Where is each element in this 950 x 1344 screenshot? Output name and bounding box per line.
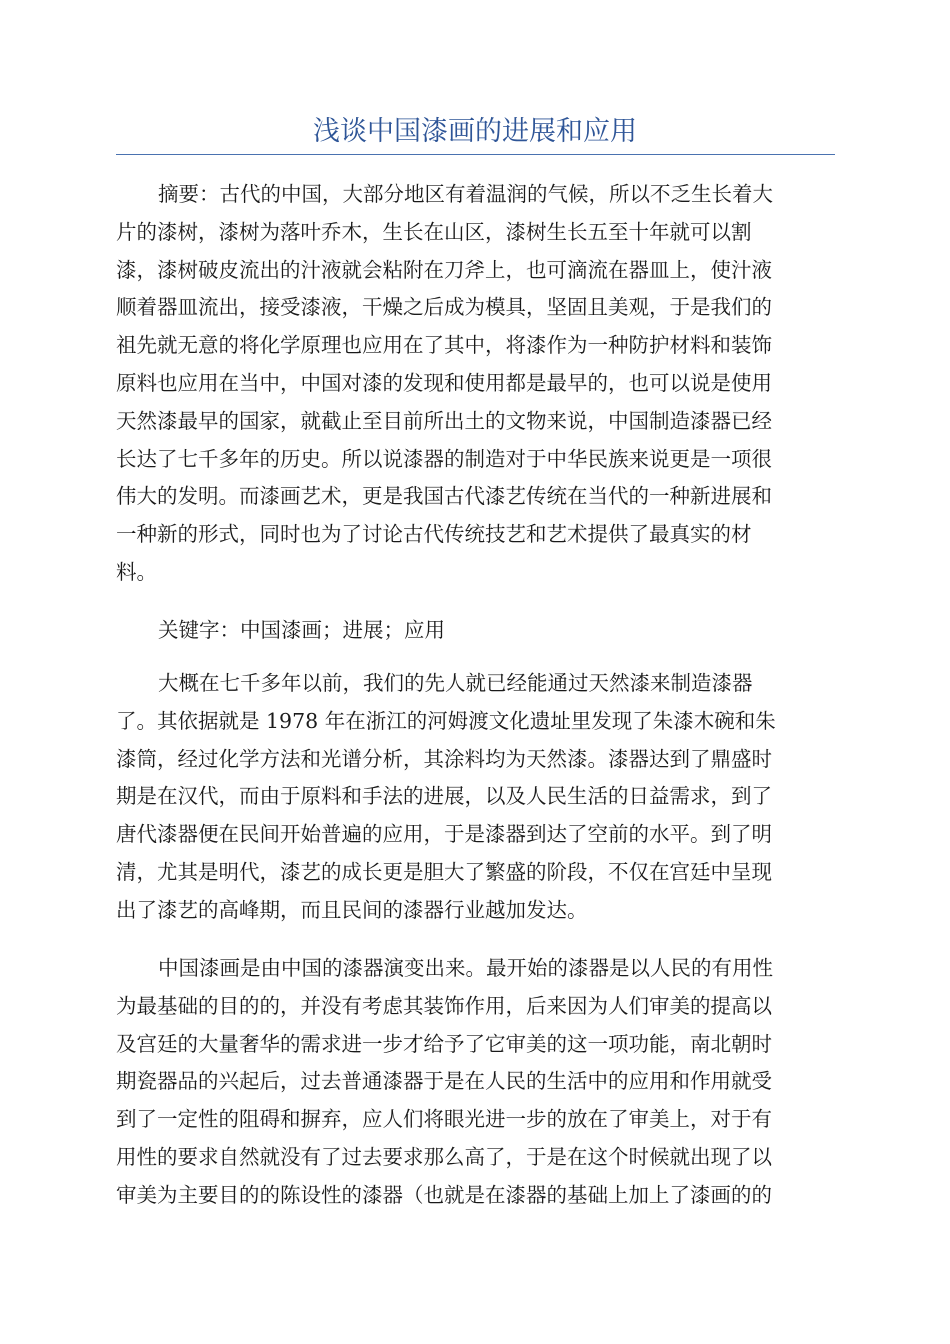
abstract-line: 片的漆树，漆树为落叶乔木，生长在山区，漆树生长五至十年就可以割: [116, 219, 752, 244]
paragraph-line: 中国漆画是由中国的漆器演变出来。最开始的漆器是以人民的有用性: [158, 956, 773, 980]
abstract-line: 摘要：古代的中国，大部分地区有着温润的气候，所以不乏生长着大: [158, 182, 773, 206]
paragraph-line: 到了一定性的阻碍和摒弃，应人们将眼光进一步的放在了审美上，对于有: [116, 1107, 772, 1132]
paragraph-line: 漆筒，经过化学方法和光谱分析，其涂料均为天然漆。漆器达到了鼎盛时: [116, 746, 772, 771]
paragraph-line: 清，尤其是明代，漆艺的成长更是胆大了繁盛的阶段，不仅在宫廷中呈现: [116, 859, 772, 884]
abstract-line: 原料也应用在当中，中国对漆的发现和使用都是最早的，也可以说是使用: [116, 370, 772, 395]
paragraph-line: 出了漆艺的高峰期，而且民间的漆器行业越加发达。: [116, 897, 588, 922]
paragraph-line: 期是在汉代，而由于原料和手法的进展，以及人民生活的日益需求，到了: [116, 784, 772, 809]
paragraph-line: 大概在七千多年以前，我们的先人就已经能通过天然漆来制造漆器: [158, 671, 753, 695]
abstract-line: 一种新的形式，同时也为了讨论古代传统技艺和艺术提供了最真实的材: [116, 522, 752, 547]
keywords-paragraph: [116, 612, 836, 650]
paragraph-line: 期瓷器品的兴起后，过去普通漆器于是在人民的生活中的应用和作用就受: [116, 1069, 772, 1094]
abstract-line: 顺着器皿流出，接受漆液，干燥之后成为模具，坚固且美观，于是我们的: [116, 295, 772, 320]
paragraph-line: 审美为主要目的的陈设性的漆器（也就是在漆器的基础上加上了漆画的的: [116, 1182, 772, 1207]
abstract-line: 伟大的发明。而漆画艺术，更是我国古代漆艺传统在当代的一种新进展和: [116, 484, 772, 509]
body-paragraph-1: [116, 665, 836, 930]
abstract-line: 祖先就无意的将化学原理也应用在了其中，将漆作为一种防护材料和装饰: [116, 333, 772, 358]
paragraph-line: 及宫廷的大量奢华的需求进一步才给予了它审美的这一项功能，南北朝时: [116, 1031, 772, 1056]
keywords-line: 关键字：中国漆画；进展；应用: [158, 618, 445, 642]
abstract-line: 料。: [116, 559, 157, 584]
title-underline: [116, 154, 835, 155]
paragraph-line: 了。其依据就是 1978 年在浙江的河姆渡文化遗址里发现了朱漆木碗和朱: [116, 708, 776, 733]
body-paragraph-2: [116, 950, 836, 1215]
abstract-line: 长达了七千多年的历史。所以说漆器的制造对于中华民族来说更是一项很: [116, 446, 772, 471]
paragraph-line: 为最基础的目的的，并没有考虑其装饰作用，后来因为人们审美的提高以: [116, 993, 772, 1018]
paragraph-line: 唐代漆器便在民间开始普遍的应用，于是漆器到达了空前的水平。到了明: [116, 822, 772, 847]
abstract-line: 漆，漆树破皮流出的汁液就会粘附在刀斧上，也可滴流在器皿上，使汁液: [116, 257, 772, 282]
paragraph-line: 用性的要求自然就没有了过去要求那么高了，于是在这个时候就出现了以: [116, 1144, 772, 1169]
document-title: 浅谈中国漆画的进展和应用: [313, 116, 637, 147]
abstract-paragraph: [116, 176, 836, 592]
abstract-line: 天然漆最早的国家，就截止至目前所出土的文物来说，中国制造漆器已经: [116, 408, 772, 433]
